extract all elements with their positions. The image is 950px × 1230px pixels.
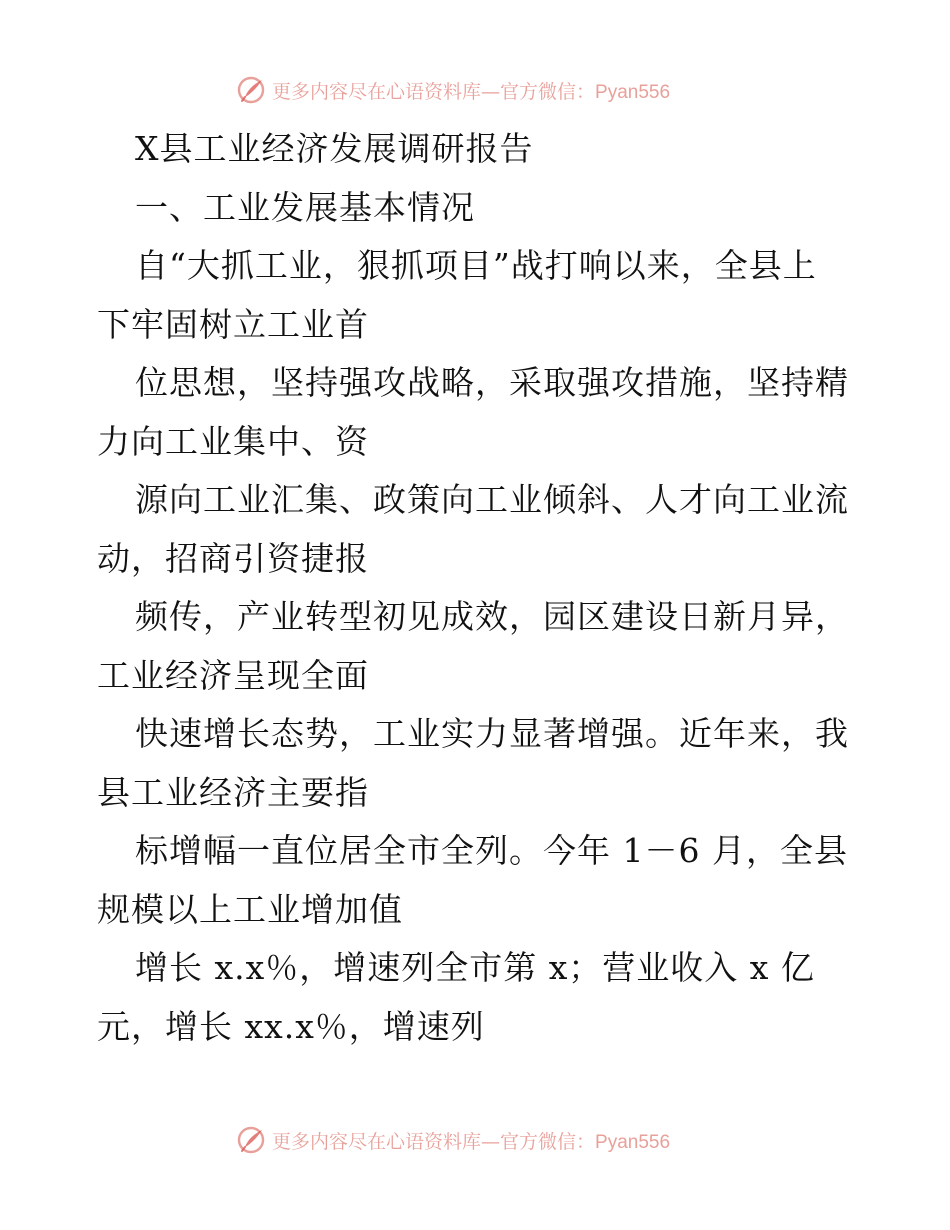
header-watermark	[236, 72, 756, 108]
body-text-line: 工业经济呈现全面	[97, 655, 369, 695]
footer-watermark	[236, 1122, 756, 1158]
body-text-line: 频传，产业转型初见成效，园区建设日新月异，	[135, 597, 849, 636]
body-text-line: 规模以上工业增加值	[97, 889, 403, 929]
watermark-wechat-id: Pyan556	[595, 81, 671, 103]
body-text-line: 元，增长 xx.x％，增速列	[97, 1006, 485, 1046]
body-text-line: 下牢固树立工业首	[97, 304, 369, 344]
watermark-text: 更多内容尽在心语资料库—官方微信：Pyan556	[272, 80, 671, 103]
body-text-line: 力向工业集中、资	[97, 421, 369, 461]
body-text-line: 动，招商引资捷报	[97, 538, 369, 578]
watermark-wechat-id: Pyan556	[595, 1131, 671, 1153]
watermark-text: 更多内容尽在心语资料库—官方微信：Pyan556	[272, 1130, 671, 1153]
body-text-line: 县工业经济主要指	[97, 772, 369, 812]
section-heading: 一、工业发展基本情况	[135, 187, 475, 227]
body-text-line: 源向工业汇集、政策向工业倾斜、人才向工业流	[135, 480, 849, 519]
body-text-line: 增长 x.x％，增速列全市第 x；营业收入 x 亿	[135, 948, 815, 987]
body-text-line: 位思想，坚持强攻战略，采取强攻措施，坚持精	[135, 363, 849, 402]
feather-pen-logo-icon	[236, 75, 266, 105]
feather-pen-logo-icon	[236, 1125, 266, 1155]
body-text-line: 自“大抓工业，狠抓项目”战打响以来，全县上	[135, 246, 817, 285]
document-title: X县工业经济发展调研报告	[135, 129, 534, 168]
body-text-line: 标增幅一直位居全市全列。今年 1－6 月，全县	[135, 831, 848, 870]
body-text-line: 快速增长态势，工业实力显著增强。近年来，我	[135, 714, 849, 753]
document-body	[97, 120, 857, 1056]
